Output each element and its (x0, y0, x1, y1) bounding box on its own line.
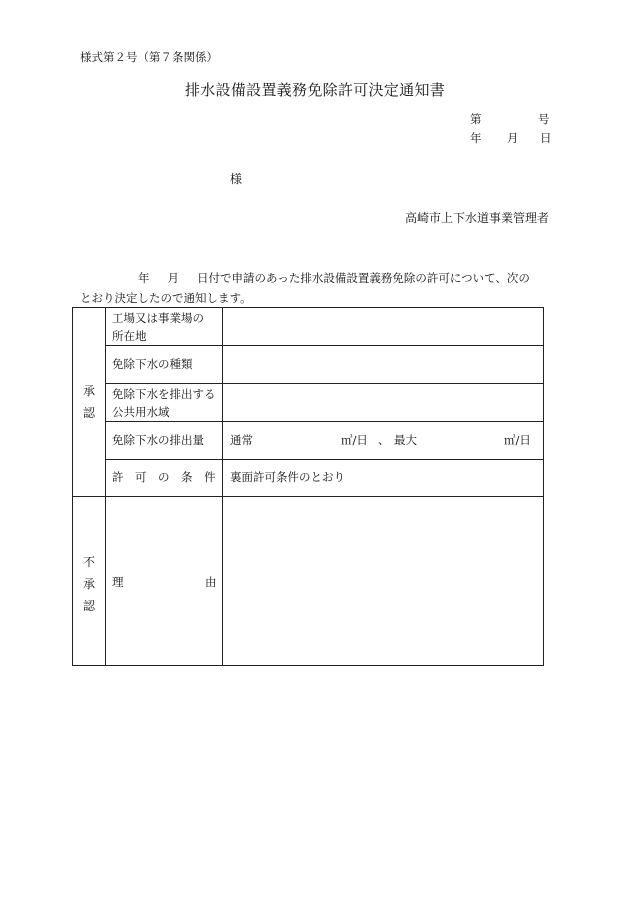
location-label-line-1: 工場又は事業場の (112, 311, 204, 325)
body-text-line-2: とおり決定したので通知します。 (80, 291, 252, 305)
approved-label (79, 380, 99, 424)
conditions-label: 許 可 の 条 件 (112, 470, 216, 484)
location-label-line-2: 所在地 (112, 329, 147, 343)
discharge-normal-unit: ㎥/日 (341, 433, 368, 447)
table-row-divider-3 (105, 421, 543, 422)
table-row-divider-2 (105, 383, 543, 384)
rejected-label (79, 551, 99, 617)
waters-label-line-1: 免除下水を排出する (112, 387, 216, 401)
reason-label-ri: 理 (112, 575, 124, 589)
form-number: 様式第２号（第７条関係） (80, 50, 218, 64)
document-number-suffix: 号 (538, 112, 550, 126)
document-title: 排水設備設置義務免除許可決定通知書 (184, 81, 446, 99)
type-label: 免除下水の種類 (112, 357, 193, 371)
waters-label-line-2: 公共用水域 (112, 405, 170, 419)
body-text-rest: 日付で申請のあった排水設備設置義務免除の許可について、次の (197, 271, 530, 285)
body-text-line-1 (80, 270, 530, 286)
table-row-divider-1 (105, 345, 543, 346)
recipient-honorific: 様 (230, 172, 243, 186)
date-day-label: 日 (540, 131, 552, 145)
rejected-label-text: 不 承 認 (82, 555, 95, 613)
discharge-separator: 、 (378, 433, 390, 447)
table-col-divider-2 (222, 308, 223, 665)
approved-label-text: 承 認 (82, 384, 95, 420)
date-month-label: 月 (507, 131, 519, 145)
reason-label-yu: 由 (205, 575, 217, 589)
issuer-name: 高崎市上下水道事業管理者 (404, 211, 549, 225)
decision-table (72, 307, 544, 666)
discharge-label: 免除下水の排出量 (112, 433, 204, 447)
discharge-max-unit: ㎥/日 (504, 433, 531, 447)
discharge-max-label: 最大 (394, 433, 417, 447)
body-year-label: 年 (138, 271, 150, 285)
discharge-normal-label: 通常 (230, 433, 253, 447)
table-row-divider-4 (105, 459, 543, 460)
table-section-divider (73, 496, 543, 497)
table-col-divider-1 (105, 308, 106, 665)
conditions-value: 裏面許可条件のとおり (230, 470, 345, 484)
date-year-label: 年 (470, 131, 482, 145)
body-month-label: 月 (167, 271, 179, 285)
document-number-prefix: 第 (470, 112, 482, 126)
